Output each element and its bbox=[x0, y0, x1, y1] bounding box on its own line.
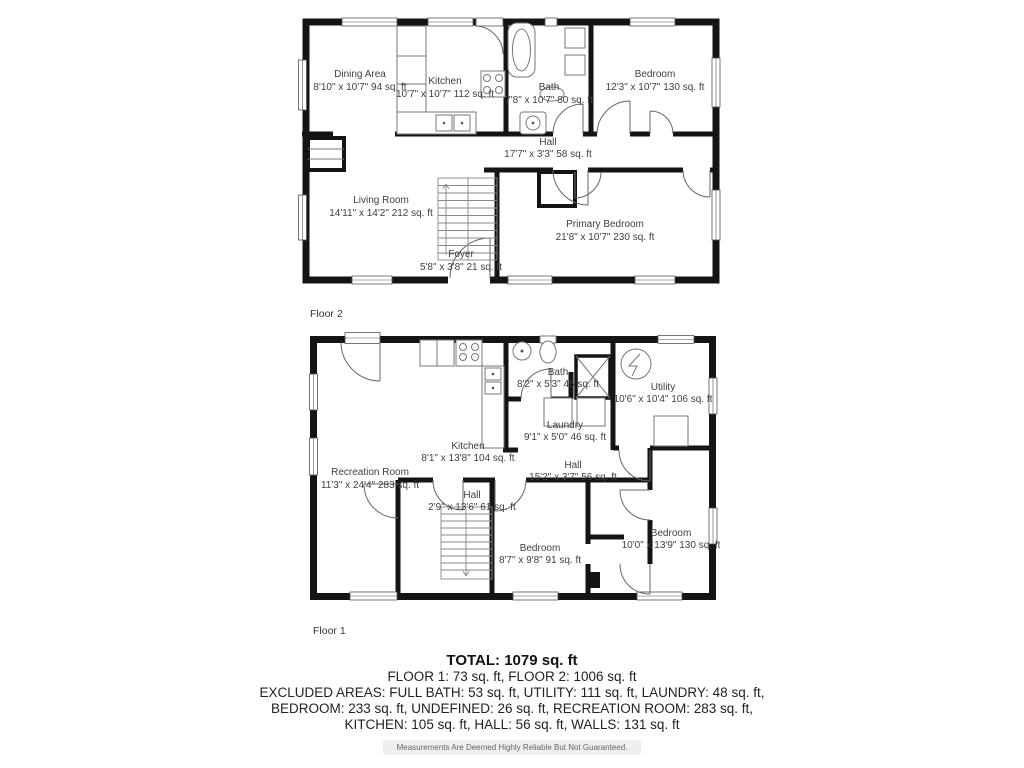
room-label-hall2-f1: Hall bbox=[463, 490, 481, 501]
foyer-entry-gap bbox=[448, 274, 490, 286]
summary-excluded-3: KITCHEN: 105 sq. ft, HALL: 56 sq. ft, WALLS: 131 sq. ft bbox=[344, 717, 680, 732]
room-label-foyer: Foyer bbox=[448, 249, 474, 260]
summary-floors: FLOOR 1: 73 sq. ft, FLOOR 2: 1006 sq. ft bbox=[387, 669, 637, 684]
stove bbox=[456, 340, 482, 366]
bath-cabinet bbox=[565, 55, 585, 75]
room-label-kitchen-f1: Kitchen bbox=[451, 441, 485, 452]
room-label-hall-f2: Hall bbox=[539, 137, 557, 148]
room-label-kitchen-f2: Kitchen bbox=[428, 76, 462, 87]
room-label-bedroom1-f1: Bedroom bbox=[519, 543, 561, 554]
toilet bbox=[540, 341, 556, 363]
room-dims-living-room: 14'11" x 14'2" 212 sq. ft bbox=[329, 208, 433, 219]
room-label-bath-f1: Bath bbox=[547, 367, 569, 378]
room-dims-dining-area: 8'10" x 10'7" 94 sq. ft bbox=[313, 82, 407, 93]
summary-total: TOTAL: 1079 sq. ft bbox=[446, 652, 578, 669]
room-dims-laundry: 9'1" x 5'0" 46 sq. ft bbox=[523, 432, 607, 443]
room-label-hall-f1: Hall bbox=[564, 460, 582, 471]
room-dims-recreation-room: 11'3" x 24'4" 283 sq. ft bbox=[320, 480, 420, 491]
primary-closet bbox=[539, 172, 575, 206]
floor-2-plan bbox=[298, 12, 724, 290]
utility-equipment bbox=[654, 416, 688, 446]
room-dims-foyer: 5'8" x 3'8" 21 sq. ft bbox=[419, 262, 503, 273]
room-dims-kitchen-f1: 8'1" x 13'8" 104 sq. ft bbox=[421, 453, 515, 464]
room-dims-bedroom2-f1: 10'0" x 13'9" 130 sq. ft bbox=[621, 540, 720, 551]
room-label-bedroom2-f1: Bedroom bbox=[650, 528, 692, 539]
room-dims-hall-f1: 15'2" x 3'7" 56 sq. ft bbox=[529, 472, 617, 483]
room-dims-bath-f2: 7'8" x 10'7" 80 sq. ft bbox=[505, 95, 593, 106]
room-label-primary-bedroom: Primary Bedroom bbox=[566, 219, 644, 230]
floor-2-stairs bbox=[438, 178, 497, 260]
measurement-disclaimer: Measurements Are Deemed Highly Reliable But Not Guaranteed. bbox=[383, 740, 642, 755]
room-label-dining-area: Dining Area bbox=[334, 69, 386, 80]
floor-2-caption: Floor 2 bbox=[310, 308, 343, 320]
wall-step bbox=[588, 572, 600, 588]
floor-2-fixtures bbox=[397, 23, 585, 134]
floor-1-caption: Floor 1 bbox=[313, 625, 346, 637]
room-dims-kitchen-f2: 10'7" x 10'7" 112 sq. ft bbox=[395, 89, 495, 100]
room-label-living-room: Living Room bbox=[353, 195, 409, 206]
area-summary bbox=[0, 652, 1024, 755]
room-dims-utility: 10'6" x 10'4" 106 sq. ft bbox=[613, 394, 713, 405]
summary-excluded-1: EXCLUDED AREAS: FULL BATH: 53 sq. ft, UTILITY: 111 sq. ft, LAUNDRY: 48 sq. ft, bbox=[259, 685, 765, 700]
bath-cabinet bbox=[565, 28, 585, 48]
room-dims-hall-f2: 17'7" x 3'3" 58 sq. ft bbox=[504, 149, 592, 160]
room-label-laundry: Laundry bbox=[546, 420, 584, 431]
floor-1-plan bbox=[306, 332, 720, 604]
room-dims-bath-f1: 8'2" x 5'3" 45 sq. ft bbox=[516, 379, 600, 390]
room-dims-bedroom-f2: 12'3" x 10'7" 130 sq. ft bbox=[605, 82, 705, 93]
floor-1-stairs bbox=[441, 507, 492, 579]
room-label-bath-f2: Bath bbox=[538, 82, 560, 93]
room-dims-primary-bedroom: 21'8" x 10'7" 230 sq. ft bbox=[555, 232, 655, 243]
summary-excluded-2: BEDROOM: 233 sq. ft, UNDEFINED: 26 sq. ft, RECREATION ROOM: 283 sq. ft, bbox=[270, 701, 754, 716]
room-label-recreation-room: Recreation Room bbox=[331, 467, 409, 478]
room-dims-hall2-f1: 2'9" x 13'6" 61 sq. ft bbox=[428, 502, 516, 513]
living-closet bbox=[308, 138, 344, 170]
room-dims-bedroom1-f1: 8'7" x 9'8" 91 sq. ft bbox=[498, 555, 582, 566]
room-label-utility: Utility bbox=[650, 382, 676, 393]
electrical-panel bbox=[621, 349, 651, 379]
room-label-bedroom-f2: Bedroom bbox=[634, 69, 676, 80]
